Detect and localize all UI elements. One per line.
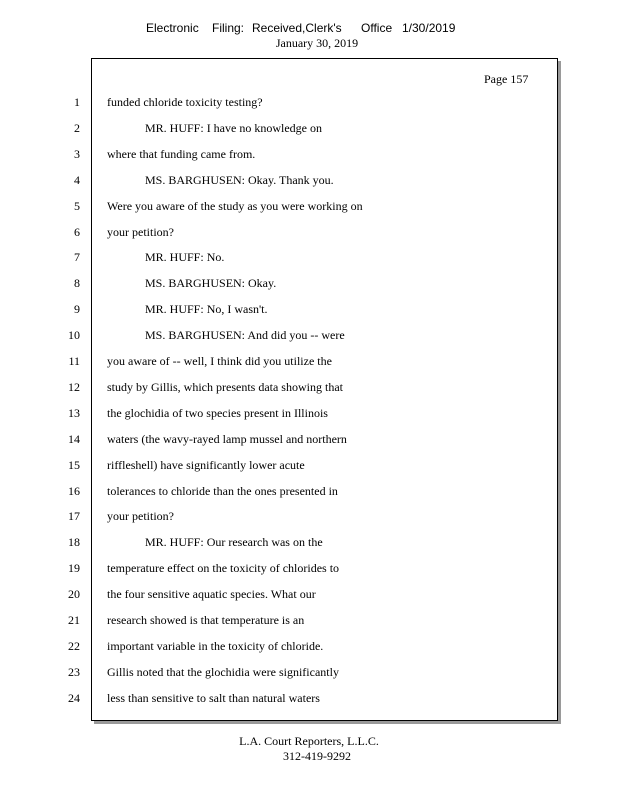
line-number: 1 xyxy=(74,95,80,109)
line-number: 18 xyxy=(68,535,80,549)
transcript-line: less than sensitive to salt than natural waters xyxy=(107,691,320,705)
transcript-line: MS. BARGHUSEN: And did you -- were xyxy=(145,328,345,342)
line-number: 14 xyxy=(68,432,80,446)
line-number: 20 xyxy=(68,587,80,601)
transcript-line: study by Gillis, which presents data showing that xyxy=(107,380,343,394)
transcript-line: riffleshell) have significantly lower acute xyxy=(107,458,305,472)
line-number: 9 xyxy=(74,302,80,316)
line-number: 8 xyxy=(74,276,80,290)
line-number: 4 xyxy=(74,173,80,187)
line-number: 12 xyxy=(68,380,80,394)
transcript-line: tolerances to chloride than the ones presented in xyxy=(107,484,338,498)
filing-date-stamp: 1/30/2019 xyxy=(402,21,456,35)
line-number: 19 xyxy=(68,561,80,575)
transcript-line: Were you aware of the study as you were working on xyxy=(107,199,363,213)
filing-date-line: January 30, 2019 xyxy=(275,36,359,50)
transcript-line: the glochidia of two species present in Illinois xyxy=(107,406,328,420)
transcript-line: MR. HUFF: Our research was on the xyxy=(145,535,323,549)
line-number: 23 xyxy=(68,665,80,679)
line-number: 6 xyxy=(74,225,80,239)
transcript-line: funded chloride toxicity testing? xyxy=(107,95,263,109)
electronic-filing-header xyxy=(0,21,618,35)
transcript-line: waters (the wavy-rayed lamp mussel and northern xyxy=(107,432,347,446)
line-number: 16 xyxy=(68,484,80,498)
page-number: Page 157 xyxy=(484,72,529,86)
transcript-line: MS. BARGHUSEN: Okay. xyxy=(145,276,277,290)
line-number: 5 xyxy=(74,199,80,213)
transcript-line: where that funding came from. xyxy=(107,147,256,161)
transcript-line: MS. BARGHUSEN: Okay. Thank you. xyxy=(145,173,334,187)
transcript-line: important variable in the toxicity of chloride. xyxy=(107,639,324,653)
transcript-line: your petition? xyxy=(107,225,174,239)
footer-company: L.A. Court Reporters, L.L.C. xyxy=(239,734,379,748)
line-number: 13 xyxy=(68,406,80,420)
transcript-line: research showed is that temperature is an xyxy=(107,613,305,627)
filing-office: Office xyxy=(361,21,393,35)
transcript-line: MR. HUFF: I have no knowledge on xyxy=(145,121,322,135)
transcript-line: MR. HUFF: No, I wasn't. xyxy=(145,302,268,316)
line-number: 7 xyxy=(74,250,80,264)
line-number: 24 xyxy=(68,691,80,705)
transcript-line: you aware of -- well, I think did you utilize the xyxy=(107,354,332,368)
line-number: 10 xyxy=(68,328,80,342)
footer-phone: 312-419-9292 xyxy=(283,749,351,763)
line-number: 2 xyxy=(74,121,80,135)
filing-electronic: Electronic xyxy=(146,21,199,35)
line-number: 21 xyxy=(68,613,80,627)
transcript-line: Gillis noted that the glochidia were significantly xyxy=(107,665,339,679)
line-number: 15 xyxy=(68,458,80,472)
line-number: 11 xyxy=(68,354,80,368)
transcript-line: the four sensitive aquatic species. What our xyxy=(107,587,316,601)
transcript-line: your petition? xyxy=(107,509,174,523)
line-number: 17 xyxy=(68,509,80,523)
line-number: 22 xyxy=(68,639,80,653)
line-number: 3 xyxy=(74,147,80,161)
transcript-line: MR. HUFF: No. xyxy=(145,250,225,264)
filing-received: Received,Clerk's xyxy=(252,21,342,35)
filing-filing: Filing: xyxy=(212,21,245,35)
transcript-line: temperature effect on the toxicity of chlorides to xyxy=(107,561,340,575)
